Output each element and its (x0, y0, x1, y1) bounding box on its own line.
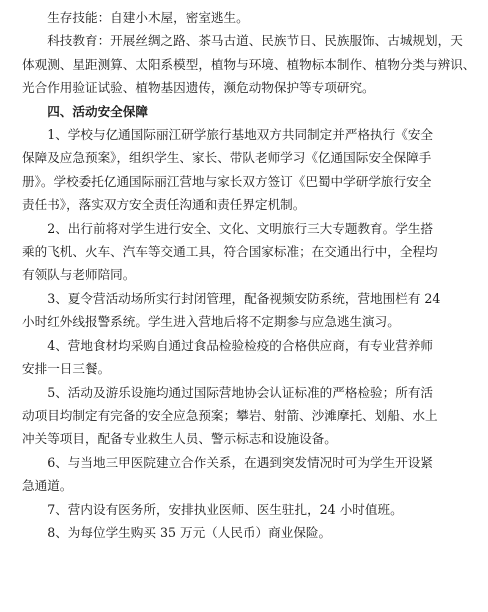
list-item (22, 123, 476, 217)
text-line: 册》。学校委托亿通国际丽江营地与家长双方签订《巴蜀中学研学旅行安全 (22, 173, 432, 189)
text-line: 2、出行前将对学生进行安全、文化、文明旅行三大专题教育。学生搭 (47, 220, 434, 236)
text-line: 有领队与老师陪同。 (22, 267, 136, 283)
text-line: 光合作用验证试验、植物基因遗传，濒危动物保护等专项研究。 (22, 80, 375, 96)
paragraph-survival-skills (22, 6, 476, 29)
paragraph-science-education (22, 29, 476, 99)
text-line: 急通道。 (22, 478, 73, 494)
list-item (22, 217, 476, 287)
list-item (22, 451, 476, 498)
text-line: 4、营地食材均采购自通过食品检验检疫的合格供应商，有专业营养师 (47, 337, 434, 353)
text-line: 小时红外线报警系统。学生进入营地后将不定期参与应急逃生演习。 (22, 314, 400, 330)
text-line: 1、学校与亿通国际丽江研学旅行基地双方共同制定并严格执行《安全 (47, 127, 434, 143)
text-line: 动项目均制定有完备的安全应急预案；攀岩、射箭、沙滩摩托、划船、水上 (22, 407, 438, 423)
list-item (22, 521, 476, 544)
text-line: 冲关等项目，配备专业救生人员、警示标志和设施设备。 (22, 431, 337, 447)
text-line: 7、营内设有医务所，安排执业医师、医生驻扎，24 小时值班。 (47, 501, 403, 517)
text-line: 生存技能：自建小木屋，密室逃生。 (47, 10, 249, 25)
list-item (22, 498, 476, 521)
text-line: 5、活动及游乐设施均通过国际营地协会认证标准的严格检验；所有活 (47, 384, 434, 400)
text-line: 3、夏令营活动场所实行封闭管理，配备视频安防系统，营地围栏有 24 (47, 290, 441, 306)
text-line: 保障及应急预案》，组织学生、家长、带队老师学习《亿通国际安全保障手 (22, 150, 432, 166)
text-line: 安排一日三餐。 (22, 361, 111, 377)
text-line: 体观测、星距测算、太阳系模型，植物与环境、植物标本制作、植物分类与辨识、 (22, 56, 476, 72)
list-item (22, 287, 476, 334)
text-line: 科技教育：开展丝绸之路、茶马古道、民族节日、民族服饰、古城规划，天 (47, 33, 463, 49)
list-item (22, 334, 476, 381)
text-line: 8、为每位学生购买 35 万元（人民币）商业保险。 (47, 524, 332, 540)
text-line: 6、与当地三甲医院建立合作关系，在遇到突发情况时可为学生开设紧 (47, 454, 434, 470)
section-heading: 四、活动安全保障 (47, 103, 148, 119)
text-line: 乘的飞机、火车、汽车等交通工具，符合国家标准；在交通出行中，全程均 (22, 244, 438, 260)
list-item (22, 381, 476, 451)
text-line: 责任书》，落实双方安全责任沟通和责任界定机制。 (22, 197, 306, 213)
